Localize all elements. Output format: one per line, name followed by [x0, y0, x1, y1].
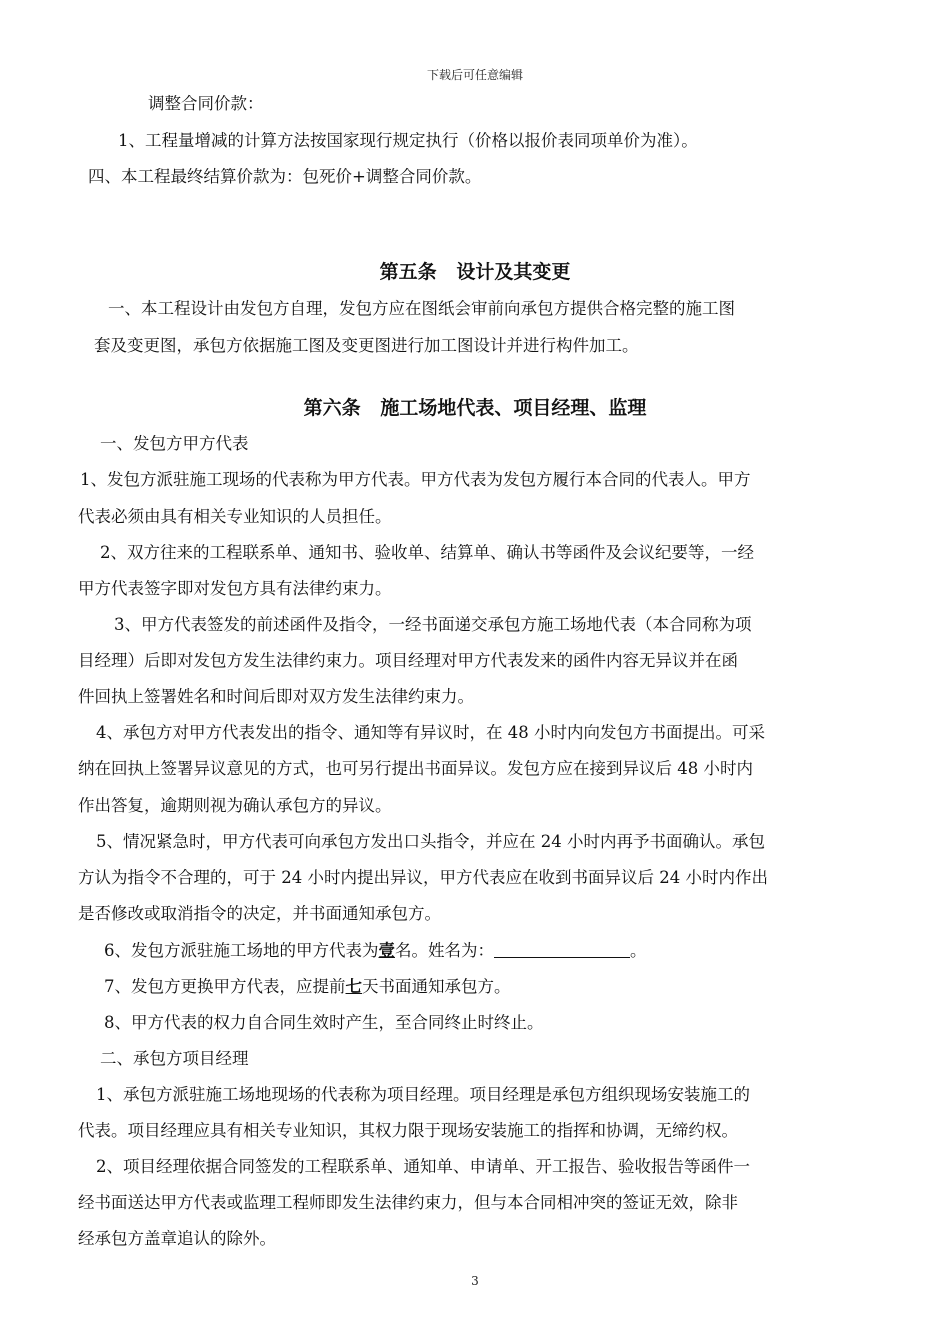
text-line: 2、双方往来的工程联系单、通知书、验收单、结算单、确认书等函件及会议纪要等，一经	[100, 543, 754, 562]
text-line: 代表。项目经理应具有相关专业知识，其权力限于现场安装施工的指挥和协调，无缔约权。	[78, 1121, 738, 1140]
item-7-suffix: 天书面通知承包方。	[362, 977, 511, 996]
section-heading: 二、承包方项目经理	[100, 1049, 249, 1068]
text-line: 1、承包方派驻施工场地现场的代表称为项目经理。项目经理是承包方组织现场安装施工的	[96, 1085, 750, 1104]
text-line: 1、工程量增减的计算方法按国家现行规定执行（价格以报价表同项单价为准）。	[118, 131, 698, 150]
text-line: 一、本工程设计由发包方自理，发包方应在图纸会审前向承包方提供合格完整的施工图	[108, 299, 735, 318]
text-line: 调整合同价款：	[148, 94, 264, 113]
text-line: 代表必须由具有相关专业知识的人员担任。	[78, 507, 392, 526]
item-6-line	[104, 940, 647, 962]
section-heading: 一、发包方甲方代表	[100, 434, 249, 453]
notice-days: 七	[345, 977, 362, 996]
page-number: 3	[471, 1274, 479, 1288]
text-line: 套及变更图，承包方依据施工图及变更图进行加工图设计并进行构件加工。	[94, 336, 639, 355]
text-line: 件回执上签署姓名和时间后即对双方发生法律约束力。	[78, 687, 474, 706]
text-line: 四、本工程最终结算价款为：包死价+调整合同价款。	[88, 167, 482, 186]
representative-count: 壹	[378, 941, 395, 960]
text-line: 是否修改或取消指令的决定，并书面通知承包方。	[78, 904, 441, 923]
text-line: 8、甲方代表的权力自合同生效时产生，至合同终止时终止。	[104, 1013, 544, 1032]
article-5-title: 第五条 设计及其变更	[379, 261, 571, 283]
text-line: 甲方代表签字即对发包方具有法律约束力。	[78, 579, 392, 598]
item-7-prefix: 7、发包方更换甲方代表，应提前	[104, 977, 346, 996]
article-6-title: 第六条 施工场地代表、项目经理、监理	[303, 397, 647, 419]
item-6-middle: 名。姓名为：	[395, 941, 494, 960]
text-line: 4、承包方对甲方代表发出的指令、通知等有异议时，在 48 小时内向发包方书面提出。可采	[96, 723, 765, 742]
name-blank	[494, 941, 630, 958]
text-line: 经书面送达甲方代表或监理工程师即发生法律约束力，但与本合同相冲突的签证无效，除非	[78, 1193, 738, 1212]
text-line: 2、项目经理依据合同签发的工程联系单、通知单、申请单、开工报告、验收报告等函件一	[96, 1157, 750, 1176]
text-line: 方认为指令不合理的，可于 24 小时内提出异议，甲方代表应在收到书面异议后 24 小时内作出	[78, 868, 768, 887]
text-line: 经承包方盖章追认的除外。	[78, 1229, 276, 1248]
page-header: 下载后可任意编辑	[426, 68, 523, 82]
text-line: 目经理）后即对发包方发生法律约束力。项目经理对甲方代表发来的函件内容无异议并在函	[78, 651, 738, 670]
text-line: 1、发包方派驻施工现场的代表称为甲方代表。甲方代表为发包方履行本合同的代表人。甲方	[80, 470, 751, 489]
text-line: 作出答复，逾期则视为确认承包方的异议。	[78, 796, 392, 815]
text-line: 5、情况紧急时，甲方代表可向承包方发出口头指令，并应在 24 小时内再予书面确认。承包	[96, 832, 765, 851]
item-6-prefix: 6、发包方派驻施工场地的甲方代表为	[104, 941, 379, 960]
text-line: 纳在回执上签署异议意见的方式，也可另行提出书面异议。发包方应在接到异议后 48 小时内	[78, 759, 753, 778]
item-7-line	[104, 976, 511, 998]
item-6-suffix: 。	[630, 941, 647, 960]
text-line: 3、甲方代表签发的前述函件及指令，一经书面递交承包方施工场地代表（本合同称为项	[114, 615, 752, 634]
